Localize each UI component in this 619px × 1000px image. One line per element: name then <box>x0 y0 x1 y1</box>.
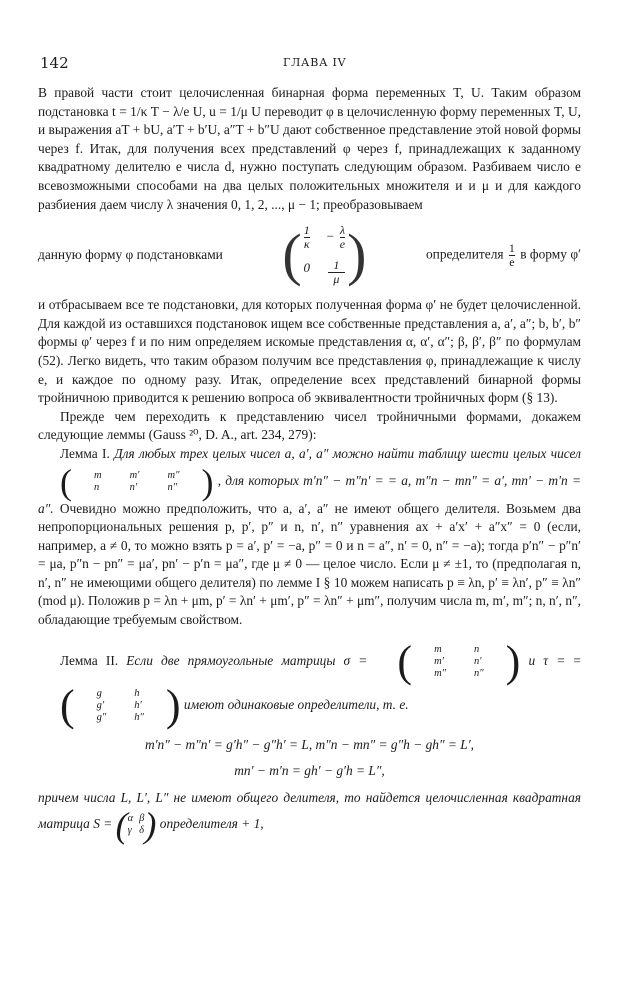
page-body <box>38 84 581 846</box>
lemma-2-statement-a: Если две прямоугольные матрицы σ = <box>126 652 368 668</box>
substitution-matrix <box>282 224 366 286</box>
formula-row-tail: в форму φ′ <box>520 246 581 262</box>
lemma-2-statement-b: имеют одинаковые определители, т. е. <box>183 696 409 712</box>
lemma-1-proof: Очевидно можно предположить, что a, a′, a″ не имеют общего делителя. Возьмем два непропорциональных решения p, p′, p″ и n, n′, n″ уравнения ax + a′x′ + a″x″ = 0 (если, например, a ≠ 0, то можно взять p = a′, p′ = −a, p″ = 0 и n = a″, n′ = 0, n″ = −a); тогда p′n″ − p″n′ = μa, p″n − pn″ = μa′, pn′ − p′n = μa″, где μ ≠ 0 — целое число. Если μ ≠ ±1, то (предполагая n, n′, n″ не имеющими общего делителя) по лемме I § 10 можем написать p ≡ λn, p′ ≡ λn′, p″ ≡ λn″ (mod μ). Положив p = λn + μm, p′ = λn′ + μm′, p″ = λn″ + μm″, получим числа m, m′, m″; n, n′, n″, обладающие требуемым свойством. <box>38 500 581 628</box>
matrix-cell-21: 0 <box>303 260 310 276</box>
lemma-1-statement-b: , для которых m′n″ − m″n′ = = a, m″n − mn″ = a′, mn′ − m′n = a″. <box>38 472 581 516</box>
lemma-1-heading: Лемма I. <box>60 445 110 461</box>
tau-matrix: ( g h g′ h′ g″ h″ ) <box>60 680 181 730</box>
lemma-2-conclusion <box>38 789 581 844</box>
paragraph-2: и отбрасываем все те подстановки, для которых полученная форма φ′ не будет целочисленной. Для каждой из оставшихся подстановок ищем все собственные представления a, a′, a″; b, b′, b″ формы φ′ через f и по ним определяем искомые представления α, α′, α″; β, β′, β″ по формулам (52). Легко видеть, что таким образом получим все представления φ, принадлежащие к числу e, и каждое по одному разу. Итак, определение всех представлений бинарной формы тройничною приводится к решению вопроса об эквивалентности тройничных форм (§ 13). <box>38 297 581 406</box>
formula-row-determinant-label: определителя <box>425 246 504 262</box>
paragraph-1: В правой части стоит целочисленная бинарная форма переменных T, U. Таким образом подстановка t = 1/κ T − λ/e U, u = 1/μ U переводит φ в целочисленную форму переменных T, U, и выражения aT + bU, a′T + b′U, a″T + b″U дают собственное представление этой новой формы через f. Итак, для получения всех представлений φ через f, принадлежащих к заданному квадратному делителю e числа d, нужно поступать следующим образом. Разбиваем число e всевозможными способами на два целых положительных множителя и и μ и для каждого разбиения даем числу λ значения 0, 1, 2, ..., μ − 1; преобразовываем <box>38 85 581 212</box>
paragraph-3: Прежде чем переходить к представлению чисел тройничными формами, докажем следующие леммы (Gauss ²⁰, D. A., art. 234, 279): <box>38 408 581 443</box>
lemma-2-equation-2: mn′ − m′n = gh′ − g′h = L″, <box>234 763 385 779</box>
sigma-matrix: ( m n m′ n′ m″ n″ ) <box>397 636 521 686</box>
page-number: 142 <box>40 54 69 72</box>
lemma-2-heading: Лемма II. <box>60 652 119 668</box>
matrix-cell-12: − $\frac{\lambda}{e}$ <box>325 223 346 252</box>
chapter-title: ГЛАВА IV <box>283 56 347 69</box>
matrix-cell-22: $\frac{1}{\mu}$ <box>328 259 345 286</box>
right-paren: ) <box>347 222 367 288</box>
lemma-2-statement-c: причем числа L, L′, L″ не имеют общего делителя, то найдется целочисленная квадратная матрица S = <box>38 789 581 832</box>
s-matrix: ( α β γ δ ) <box>115 805 157 846</box>
lemma-2-statement-d: определителя + 1, <box>159 816 264 832</box>
lemma-2-equation-1: m′n″ − m″n′ = g′h″ − g″h′ = L, m″n − mn″ = g″h − gh″ = L′, <box>144 736 475 752</box>
determinant-fraction: $\frac{1}{e}$ <box>508 240 515 269</box>
matrix-cell-11: $\frac{1}{\kappa}$ <box>303 223 310 252</box>
lemma-1-table: ( m m′ m″ n n′ n″ ) <box>60 461 214 502</box>
lemma-1 <box>38 445 581 630</box>
lemma-2 <box>38 636 581 730</box>
lemma-1-statement-a: Для любых трех целых чисел a, a′, a″ можно найти таблицу шести целых чисел <box>114 445 581 461</box>
left-paren: ( <box>282 222 302 288</box>
lemma-2-and-tau: и τ = <box>528 652 566 668</box>
substitution-formula-row <box>38 220 581 290</box>
formula-row-left-text: данную форму φ подстановками <box>38 246 223 262</box>
lemma-2-eq-prefix: = <box>573 652 581 668</box>
